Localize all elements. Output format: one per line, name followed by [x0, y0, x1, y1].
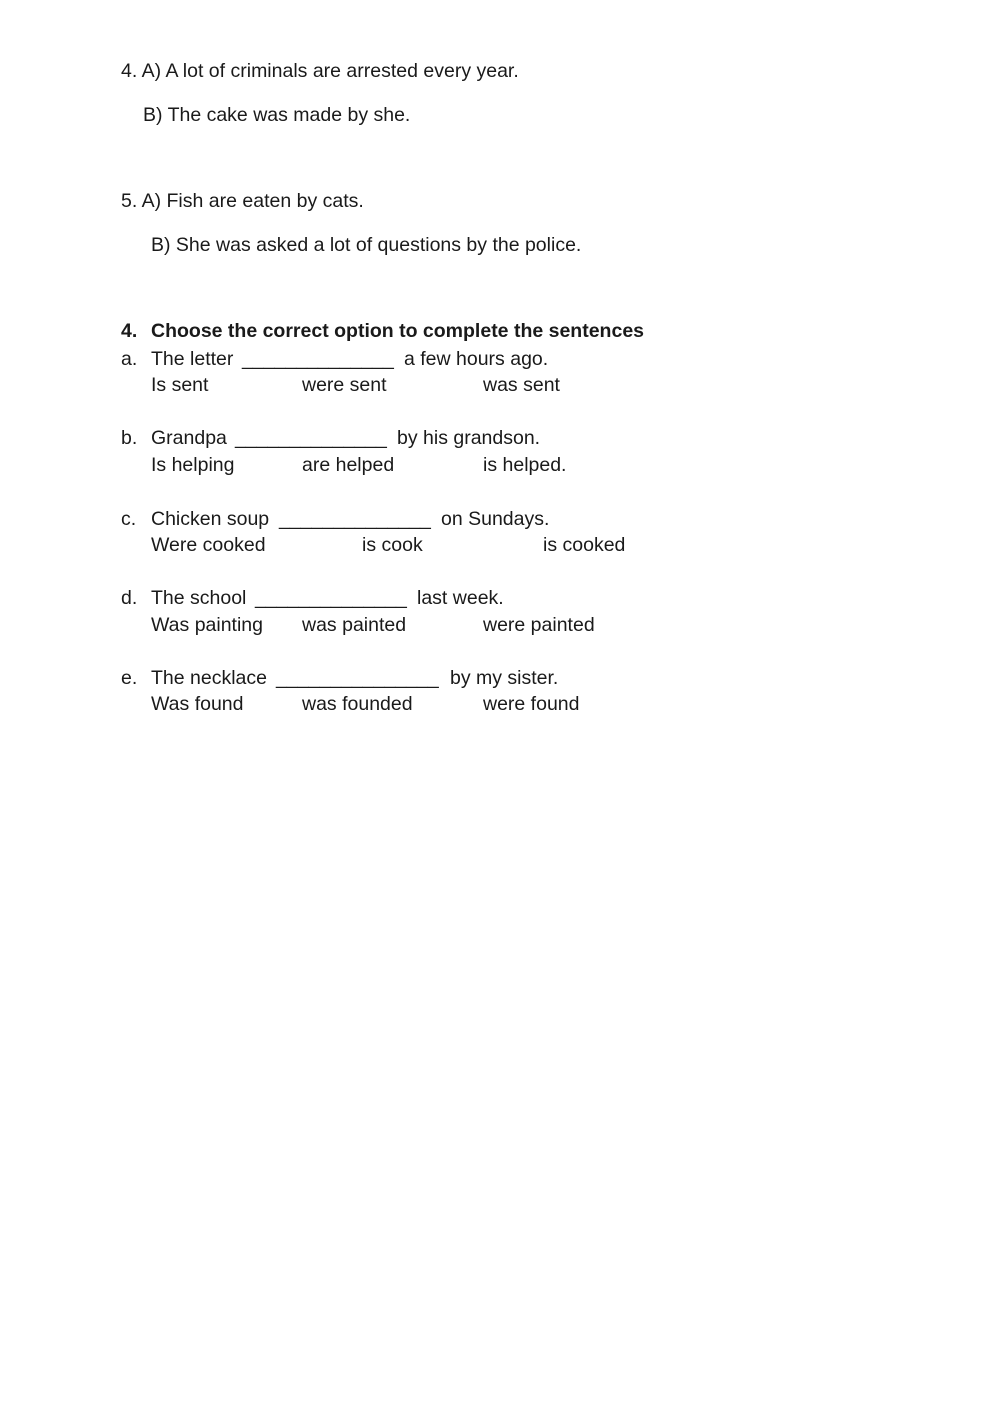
pair-5-sentence-a: 5. A) Fish are eaten by cats. [121, 190, 364, 212]
question-e-after: by my sister. [450, 667, 559, 689]
question-c-option-3: is cooked [543, 534, 626, 556]
question-c-after: on Sundays. [441, 508, 550, 530]
section-title: Choose the correct option to complete the sentences [151, 320, 645, 342]
question-d-option-1: Was painting [151, 614, 264, 636]
question-c-option-1: Were cooked [151, 534, 266, 556]
pair-4-sentence-a: 4. A) A lot of criminals are arrested every year. [121, 60, 519, 82]
question-a-option-1: Is sent [151, 374, 209, 396]
question-b-blank: ______________ [235, 427, 387, 449]
question-a-option-2: were sent [302, 374, 387, 396]
question-a-option-3: was sent [483, 374, 560, 396]
question-e-blank: _______________ [276, 667, 439, 689]
question-b-letter: b. [121, 427, 138, 449]
pair-4-sentence-b: B) The cake was made by she. [143, 104, 411, 126]
pair-5-sentence-b: B) She was asked a lot of questions by the police. [151, 234, 582, 256]
question-e-option-1: Was found [151, 693, 244, 715]
question-d-letter: d. [121, 587, 138, 609]
question-e-option-3: were found [483, 693, 580, 715]
question-c-blank: ______________ [279, 508, 431, 530]
question-c-letter: c. [121, 508, 137, 530]
question-b-option-1: Is helping [151, 454, 235, 476]
question-a-letter: a. [121, 348, 138, 370]
section-number: 4. [121, 320, 138, 342]
question-b-after: by his grandson. [397, 427, 541, 449]
question-e-before: The necklace [151, 667, 267, 689]
question-c-before: Chicken soup [151, 508, 270, 530]
question-c-option-2: is cook [362, 534, 423, 556]
question-d-option-3: were painted [483, 614, 595, 636]
question-b-before: Grandpa [151, 427, 227, 449]
question-d-option-2: was painted [302, 614, 407, 636]
question-d-before: The school [151, 587, 247, 609]
question-a-blank: ______________ [242, 348, 394, 370]
question-b-option-2: are helped [302, 454, 395, 476]
question-e-option-2: was founded [302, 693, 413, 715]
question-d-blank: ______________ [255, 587, 407, 609]
question-d-after: last week. [417, 587, 504, 609]
question-a-before: The letter [151, 348, 234, 370]
question-a-after: a few hours ago. [404, 348, 549, 370]
question-b-option-3: is helped. [483, 454, 567, 476]
question-e-letter: e. [121, 667, 138, 689]
